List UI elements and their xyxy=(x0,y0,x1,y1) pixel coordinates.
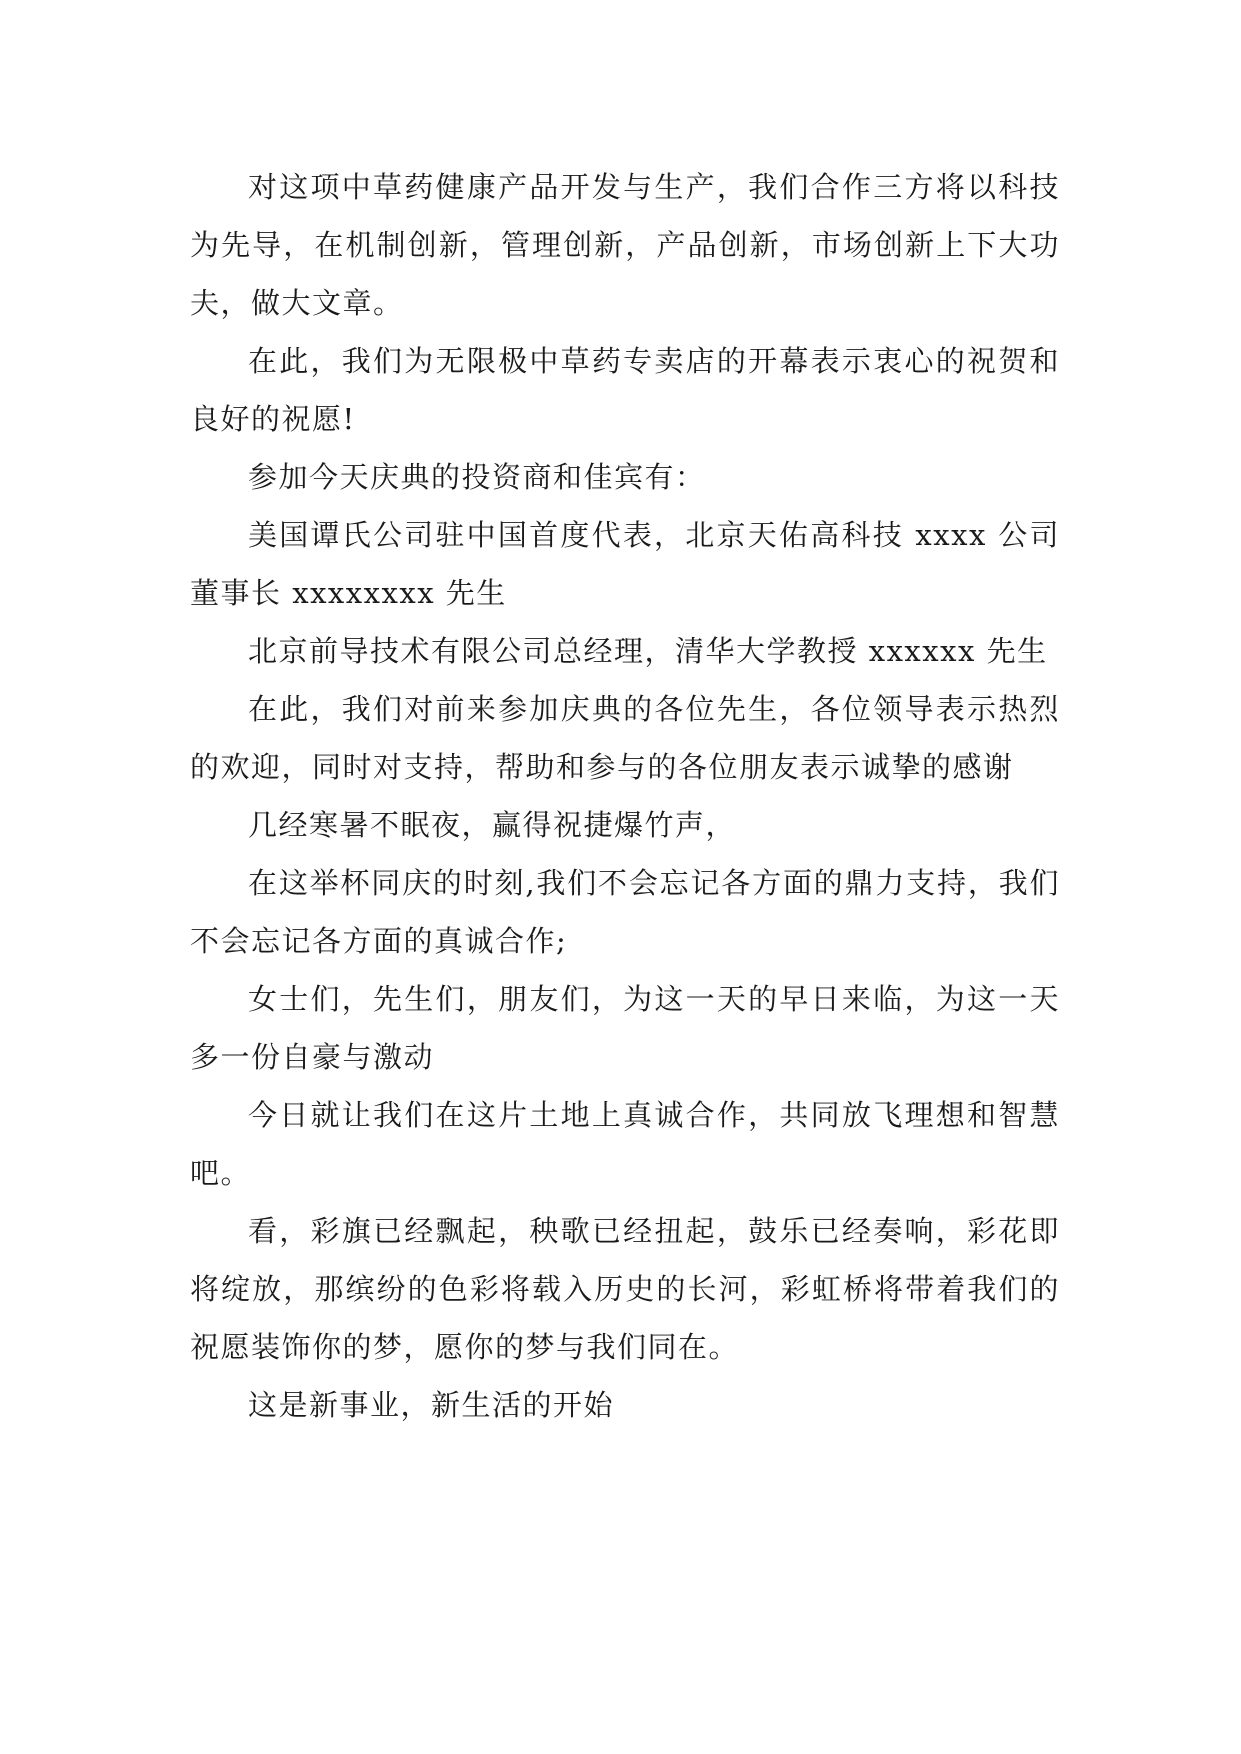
paragraph-7: 几经寒暑不眠夜，赢得祝捷爆竹声， xyxy=(248,808,737,842)
paragraph-8: 在这举杯同庆的时刻,我们不会忘记各方面的鼎力支持，我们不会忘记各方面的真诚合作; xyxy=(190,866,1060,958)
paragraph-2: 在此，我们为无限极中草药专卖店的开幕表示衷心的祝贺和良好的祝愿! xyxy=(190,344,1060,436)
paragraph-1: 对这项中草药健康产品开发与生产，我们合作三方将以科技为先导，在机制创新，管理创新，产品创新，市场创新上下大功夫，做大文章。 xyxy=(190,170,1060,320)
paragraph-6: 在此，我们对前来参加庆典的各位先生，各位领导表示热烈的欢迎，同时对支持，帮助和参与的各位朋友表示诚挚的感谢 xyxy=(190,692,1060,784)
paragraph-4: 美国谭氏公司驻中国首度代表，北京天佑高科技 xxxx 公司董事长 xxxxxxxx 先生 xyxy=(190,518,1060,610)
paragraph-10: 今日就让我们在这片土地上真诚合作，共同放飞理想和智慧吧。 xyxy=(190,1098,1060,1190)
paragraph-9: 女士们，先生们，朋友们，为这一天的早日来临，为这一天多一份自豪与激动 xyxy=(190,982,1060,1074)
paragraph-3: 参加今天庆典的投资商和佳宾有： xyxy=(248,460,706,494)
document-body xyxy=(190,158,1060,1434)
paragraph-5: 北京前导技术有限公司总经理，清华大学教授 xxxxxx 先生 xyxy=(248,634,1048,668)
paragraph-12: 这是新事业，新生活的开始 xyxy=(248,1388,615,1422)
paragraph-11: 看，彩旗已经飘起，秧歌已经扭起，鼓乐已经奏响，彩花即将绽放，那缤纷的色彩将载入历史的长河，彩虹桥将带着我们的祝愿装饰你的梦，愿你的梦与我们同在。 xyxy=(190,1214,1060,1364)
